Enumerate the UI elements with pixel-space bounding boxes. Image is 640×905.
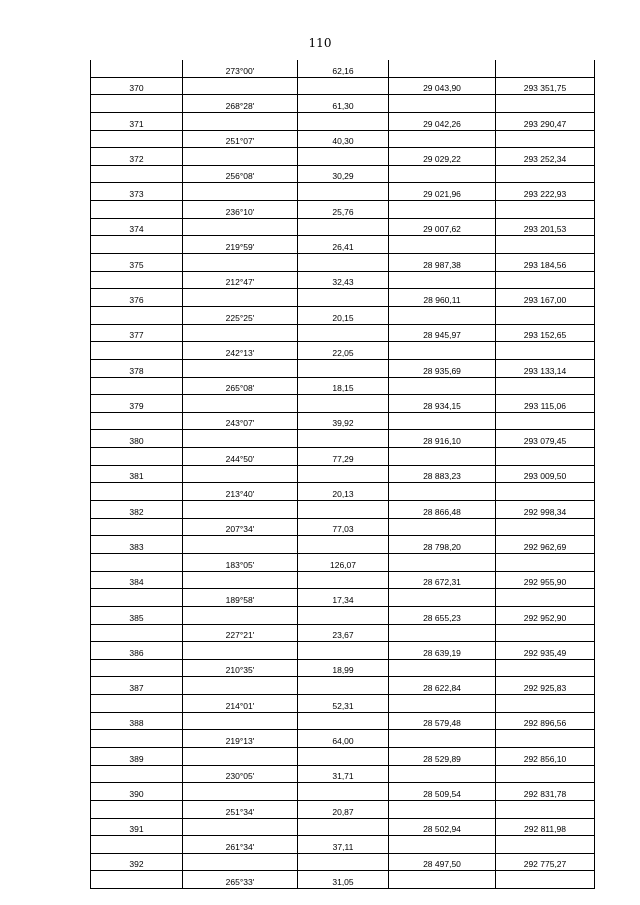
point-number-cell — [91, 95, 183, 113]
segment-row — [91, 165, 595, 183]
point-row — [91, 642, 595, 660]
point-row — [91, 183, 595, 201]
segment-row — [91, 448, 595, 466]
segment-row — [91, 730, 595, 748]
angle-cell — [183, 783, 298, 801]
angle-cell — [183, 642, 298, 660]
point-number-cell: 387 — [91, 677, 183, 695]
x-coordinate-cell — [389, 236, 496, 254]
length-cell: 64,00 — [298, 730, 389, 748]
x-coordinate-cell — [389, 342, 496, 360]
y-coordinate-cell: 293 351,75 — [496, 77, 595, 95]
angle-cell: 213°40' — [183, 483, 298, 501]
segment-row — [91, 553, 595, 571]
x-coordinate-cell: 29 042,26 — [389, 112, 496, 130]
y-coordinate-cell — [496, 201, 595, 219]
length-cell: 62,16 — [298, 60, 389, 77]
y-coordinate-cell — [496, 589, 595, 607]
angle-cell: 236°10' — [183, 201, 298, 219]
point-row — [91, 395, 595, 413]
x-coordinate-cell: 28 509,54 — [389, 783, 496, 801]
point-number-cell: 375 — [91, 254, 183, 272]
angle-cell: 256°08' — [183, 165, 298, 183]
y-coordinate-cell — [496, 236, 595, 254]
angle-cell: 243°07' — [183, 412, 298, 430]
angle-cell — [183, 254, 298, 272]
point-number-cell: 384 — [91, 571, 183, 589]
angle-cell: 230°05' — [183, 765, 298, 783]
point-row — [91, 465, 595, 483]
x-coordinate-cell: 28 672,31 — [389, 571, 496, 589]
x-coordinate-cell — [389, 165, 496, 183]
point-row — [91, 289, 595, 307]
y-coordinate-cell — [496, 836, 595, 854]
x-coordinate-cell: 28 916,10 — [389, 430, 496, 448]
x-coordinate-cell: 28 639,19 — [389, 642, 496, 660]
segment-row — [91, 342, 595, 360]
y-coordinate-cell: 293 167,00 — [496, 289, 595, 307]
x-coordinate-cell — [389, 518, 496, 536]
length-cell — [298, 77, 389, 95]
y-coordinate-cell — [496, 342, 595, 360]
point-number-cell — [91, 271, 183, 289]
point-number-cell: 388 — [91, 712, 183, 730]
point-number-cell — [91, 695, 183, 713]
angle-cell — [183, 818, 298, 836]
coordinates-table — [90, 60, 595, 889]
point-row — [91, 783, 595, 801]
point-row — [91, 430, 595, 448]
length-cell: 25,76 — [298, 201, 389, 219]
length-cell — [298, 677, 389, 695]
angle-cell: 265°08' — [183, 377, 298, 395]
x-coordinate-cell — [389, 377, 496, 395]
length-cell — [298, 183, 389, 201]
x-coordinate-cell: 28 987,38 — [389, 254, 496, 272]
y-coordinate-cell: 293 222,93 — [496, 183, 595, 201]
angle-cell: 212°47' — [183, 271, 298, 289]
angle-cell — [183, 712, 298, 730]
y-coordinate-cell — [496, 695, 595, 713]
length-cell — [298, 254, 389, 272]
segment-row — [91, 695, 595, 713]
point-number-cell — [91, 836, 183, 854]
segment-row — [91, 624, 595, 642]
x-coordinate-cell — [389, 412, 496, 430]
x-coordinate-cell: 28 622,84 — [389, 677, 496, 695]
length-cell: 17,34 — [298, 589, 389, 607]
point-number-cell — [91, 60, 183, 77]
x-coordinate-cell: 29 021,96 — [389, 183, 496, 201]
angle-cell — [183, 430, 298, 448]
angle-cell — [183, 465, 298, 483]
point-number-cell — [91, 589, 183, 607]
y-coordinate-cell: 292 925,83 — [496, 677, 595, 695]
angle-cell — [183, 395, 298, 413]
angle-cell: 273°00' — [183, 60, 298, 77]
angle-cell — [183, 747, 298, 765]
x-coordinate-cell: 28 497,50 — [389, 853, 496, 871]
length-cell: 126,07 — [298, 553, 389, 571]
point-row — [91, 853, 595, 871]
length-cell — [298, 571, 389, 589]
y-coordinate-cell — [496, 553, 595, 571]
length-cell — [298, 606, 389, 624]
x-coordinate-cell: 28 579,48 — [389, 712, 496, 730]
point-row — [91, 218, 595, 236]
point-number-cell: 389 — [91, 747, 183, 765]
y-coordinate-cell: 292 856,10 — [496, 747, 595, 765]
point-number-cell: 382 — [91, 501, 183, 519]
y-coordinate-cell: 292 935,49 — [496, 642, 595, 660]
segment-row — [91, 836, 595, 854]
length-cell: 32,43 — [298, 271, 389, 289]
y-coordinate-cell: 293 079,45 — [496, 430, 595, 448]
point-number-cell — [91, 165, 183, 183]
point-number-cell — [91, 483, 183, 501]
angle-cell — [183, 324, 298, 342]
y-coordinate-cell — [496, 448, 595, 466]
angle-cell: 227°21' — [183, 624, 298, 642]
point-number-cell: 373 — [91, 183, 183, 201]
point-number-cell — [91, 306, 183, 324]
point-number-cell — [91, 730, 183, 748]
point-row — [91, 571, 595, 589]
angle-cell — [183, 148, 298, 166]
point-number-cell — [91, 130, 183, 148]
y-coordinate-cell: 292 811,98 — [496, 818, 595, 836]
length-cell — [298, 818, 389, 836]
point-row — [91, 112, 595, 130]
y-coordinate-cell — [496, 483, 595, 501]
point-number-cell: 381 — [91, 465, 183, 483]
length-cell: 31,71 — [298, 765, 389, 783]
point-number-cell — [91, 871, 183, 889]
length-cell: 20,15 — [298, 306, 389, 324]
x-coordinate-cell — [389, 695, 496, 713]
y-coordinate-cell: 293 115,06 — [496, 395, 595, 413]
y-coordinate-cell — [496, 377, 595, 395]
segment-row — [91, 871, 595, 889]
length-cell: 61,30 — [298, 95, 389, 113]
length-cell — [298, 501, 389, 519]
angle-cell — [183, 853, 298, 871]
angle-cell: 261°34' — [183, 836, 298, 854]
point-number-cell — [91, 236, 183, 254]
x-coordinate-cell — [389, 730, 496, 748]
point-number-cell: 385 — [91, 606, 183, 624]
point-number-cell — [91, 659, 183, 677]
point-number-cell — [91, 377, 183, 395]
point-number-cell: 380 — [91, 430, 183, 448]
length-cell: 18,99 — [298, 659, 389, 677]
y-coordinate-cell — [496, 95, 595, 113]
angle-cell — [183, 501, 298, 519]
segment-row — [91, 659, 595, 677]
angle-cell — [183, 218, 298, 236]
length-cell — [298, 218, 389, 236]
x-coordinate-cell — [389, 553, 496, 571]
length-cell: 30,29 — [298, 165, 389, 183]
x-coordinate-cell — [389, 130, 496, 148]
x-coordinate-cell: 28 934,15 — [389, 395, 496, 413]
angle-cell: 225°25' — [183, 306, 298, 324]
x-coordinate-cell: 28 960,11 — [389, 289, 496, 307]
table-body — [91, 60, 595, 889]
x-coordinate-cell — [389, 659, 496, 677]
y-coordinate-cell — [496, 624, 595, 642]
point-row — [91, 254, 595, 272]
length-cell — [298, 536, 389, 554]
y-coordinate-cell — [496, 518, 595, 536]
y-coordinate-cell: 293 152,65 — [496, 324, 595, 342]
y-coordinate-cell — [496, 60, 595, 77]
segment-row — [91, 306, 595, 324]
segment-row — [91, 271, 595, 289]
point-number-cell — [91, 518, 183, 536]
length-cell: 40,30 — [298, 130, 389, 148]
point-row — [91, 359, 595, 377]
angle-cell — [183, 183, 298, 201]
y-coordinate-cell: 293 133,14 — [496, 359, 595, 377]
length-cell — [298, 289, 389, 307]
length-cell: 31,05 — [298, 871, 389, 889]
angle-cell: 242°13' — [183, 342, 298, 360]
segment-row — [91, 377, 595, 395]
point-number-cell: 383 — [91, 536, 183, 554]
segment-row — [91, 765, 595, 783]
length-cell — [298, 430, 389, 448]
angle-cell: 207°34' — [183, 518, 298, 536]
point-row — [91, 818, 595, 836]
angle-cell — [183, 289, 298, 307]
y-coordinate-cell: 292 962,69 — [496, 536, 595, 554]
point-row — [91, 677, 595, 695]
x-coordinate-cell: 28 502,94 — [389, 818, 496, 836]
length-cell — [298, 395, 389, 413]
y-coordinate-cell: 293 252,34 — [496, 148, 595, 166]
y-coordinate-cell: 293 184,56 — [496, 254, 595, 272]
y-coordinate-cell: 292 896,56 — [496, 712, 595, 730]
y-coordinate-cell: 293 201,53 — [496, 218, 595, 236]
length-cell: 18,15 — [298, 377, 389, 395]
x-coordinate-cell — [389, 765, 496, 783]
segment-row — [91, 236, 595, 254]
point-row — [91, 536, 595, 554]
angle-cell — [183, 571, 298, 589]
x-coordinate-cell: 28 798,20 — [389, 536, 496, 554]
y-coordinate-cell: 292 998,34 — [496, 501, 595, 519]
x-coordinate-cell — [389, 589, 496, 607]
point-row — [91, 77, 595, 95]
y-coordinate-cell — [496, 765, 595, 783]
point-number-cell: 391 — [91, 818, 183, 836]
angle-cell: 265°33' — [183, 871, 298, 889]
x-coordinate-cell — [389, 836, 496, 854]
point-number-cell: 370 — [91, 77, 183, 95]
length-cell: 77,29 — [298, 448, 389, 466]
point-number-cell: 386 — [91, 642, 183, 660]
length-cell: 77,03 — [298, 518, 389, 536]
length-cell: 23,67 — [298, 624, 389, 642]
angle-cell — [183, 536, 298, 554]
angle-cell: 251°34' — [183, 800, 298, 818]
y-coordinate-cell — [496, 800, 595, 818]
y-coordinate-cell — [496, 130, 595, 148]
length-cell — [298, 783, 389, 801]
length-cell — [298, 747, 389, 765]
length-cell: 52,31 — [298, 695, 389, 713]
segment-row — [91, 201, 595, 219]
length-cell — [298, 712, 389, 730]
x-coordinate-cell — [389, 448, 496, 466]
angle-cell: 268°28' — [183, 95, 298, 113]
x-coordinate-cell — [389, 95, 496, 113]
x-coordinate-cell — [389, 271, 496, 289]
length-cell — [298, 642, 389, 660]
segment-row — [91, 800, 595, 818]
y-coordinate-cell — [496, 271, 595, 289]
point-number-cell: 390 — [91, 783, 183, 801]
segment-row — [91, 130, 595, 148]
x-coordinate-cell: 28 655,23 — [389, 606, 496, 624]
angle-cell: 219°59' — [183, 236, 298, 254]
length-cell: 22,05 — [298, 342, 389, 360]
angle-cell: 251°07' — [183, 130, 298, 148]
y-coordinate-cell: 292 952,90 — [496, 606, 595, 624]
y-coordinate-cell — [496, 730, 595, 748]
segment-row — [91, 95, 595, 113]
angle-cell: 244°50' — [183, 448, 298, 466]
x-coordinate-cell — [389, 800, 496, 818]
point-number-cell — [91, 342, 183, 360]
point-number-cell: 378 — [91, 359, 183, 377]
point-number-cell — [91, 765, 183, 783]
length-cell — [298, 148, 389, 166]
point-number-cell: 377 — [91, 324, 183, 342]
angle-cell: 183°05' — [183, 553, 298, 571]
length-cell: 20,87 — [298, 800, 389, 818]
x-coordinate-cell: 29 007,62 — [389, 218, 496, 236]
x-coordinate-cell: 28 529,89 — [389, 747, 496, 765]
point-row — [91, 712, 595, 730]
length-cell: 37,11 — [298, 836, 389, 854]
x-coordinate-cell: 28 945,97 — [389, 324, 496, 342]
x-coordinate-cell — [389, 624, 496, 642]
point-number-cell: 371 — [91, 112, 183, 130]
segment-row — [91, 60, 595, 77]
point-row — [91, 324, 595, 342]
x-coordinate-cell — [389, 201, 496, 219]
y-coordinate-cell — [496, 871, 595, 889]
y-coordinate-cell: 292 775,27 — [496, 853, 595, 871]
length-cell: 39,92 — [298, 412, 389, 430]
point-number-cell: 372 — [91, 148, 183, 166]
point-number-cell — [91, 201, 183, 219]
length-cell — [298, 853, 389, 871]
x-coordinate-cell — [389, 60, 496, 77]
segment-row — [91, 518, 595, 536]
point-number-cell — [91, 553, 183, 571]
x-coordinate-cell: 28 935,69 — [389, 359, 496, 377]
segment-row — [91, 483, 595, 501]
angle-cell — [183, 359, 298, 377]
point-row — [91, 501, 595, 519]
y-coordinate-cell — [496, 412, 595, 430]
length-cell — [298, 359, 389, 377]
angle-cell: 219°13' — [183, 730, 298, 748]
y-coordinate-cell: 293 290,47 — [496, 112, 595, 130]
x-coordinate-cell — [389, 871, 496, 889]
page-number: 110 — [308, 36, 332, 50]
point-row — [91, 606, 595, 624]
angle-cell: 210°35' — [183, 659, 298, 677]
x-coordinate-cell: 29 029,22 — [389, 148, 496, 166]
y-coordinate-cell — [496, 306, 595, 324]
angle-cell — [183, 77, 298, 95]
length-cell: 20,13 — [298, 483, 389, 501]
length-cell — [298, 465, 389, 483]
point-number-cell: 374 — [91, 218, 183, 236]
x-coordinate-cell: 28 866,48 — [389, 501, 496, 519]
point-number-cell — [91, 800, 183, 818]
angle-cell: 214°01' — [183, 695, 298, 713]
length-cell — [298, 324, 389, 342]
point-number-cell: 376 — [91, 289, 183, 307]
y-coordinate-cell — [496, 165, 595, 183]
point-row — [91, 148, 595, 166]
point-number-cell: 379 — [91, 395, 183, 413]
segment-row — [91, 412, 595, 430]
point-number-cell — [91, 412, 183, 430]
x-coordinate-cell — [389, 306, 496, 324]
x-coordinate-cell: 28 883,23 — [389, 465, 496, 483]
y-coordinate-cell: 293 009,50 — [496, 465, 595, 483]
x-coordinate-cell — [389, 483, 496, 501]
y-coordinate-cell: 292 831,78 — [496, 783, 595, 801]
point-number-cell — [91, 448, 183, 466]
angle-cell — [183, 677, 298, 695]
point-row — [91, 747, 595, 765]
point-number-cell — [91, 624, 183, 642]
length-cell: 26,41 — [298, 236, 389, 254]
x-coordinate-cell: 29 043,90 — [389, 77, 496, 95]
point-number-cell: 392 — [91, 853, 183, 871]
angle-cell — [183, 606, 298, 624]
angle-cell: 189°58' — [183, 589, 298, 607]
length-cell — [298, 112, 389, 130]
y-coordinate-cell — [496, 659, 595, 677]
angle-cell — [183, 112, 298, 130]
segment-row — [91, 589, 595, 607]
y-coordinate-cell: 292 955,90 — [496, 571, 595, 589]
